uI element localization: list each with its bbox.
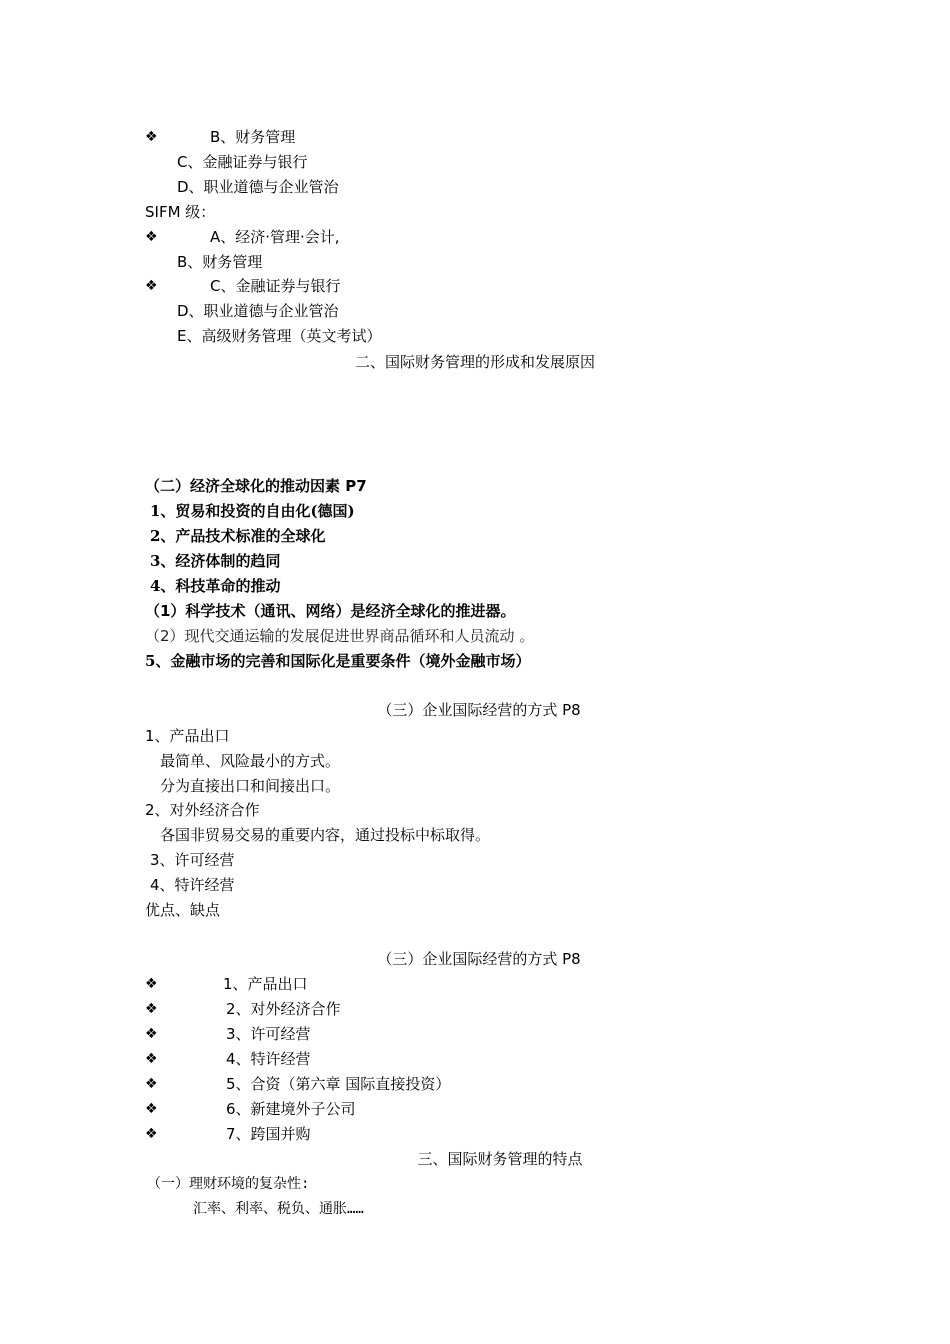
- list-item: B、财务管理: [177, 253, 263, 271]
- bullet-icon: ❖: [145, 1051, 158, 1067]
- list-item: A、经济·管理·会计,: [210, 228, 340, 246]
- list-item: C、金融证券与银行: [210, 277, 341, 295]
- list-item: D、职业道德与企业管治: [177, 302, 339, 320]
- list-item: 各国非贸易交易的重要内容，通过投标中标取得。: [160, 826, 491, 844]
- bullet-icon: ❖: [145, 229, 158, 245]
- bullet-icon: ❖: [145, 1076, 158, 1092]
- list-item: 优点、缺点: [145, 901, 221, 919]
- list-item: 5、合资（第六章 国际直接投资）: [226, 1075, 451, 1093]
- list-item: 最简单、风险最小的方式。: [160, 752, 341, 770]
- list-item: D、职业道德与企业管治: [177, 178, 339, 196]
- list-item: 1、产品出口: [145, 727, 230, 745]
- list-item: 2、对外经济合作: [226, 1000, 341, 1018]
- list-item: 1、贸易和投资的自由化(德国): [150, 502, 355, 520]
- list-item: 2、产品技术标准的全球化: [150, 527, 326, 545]
- section-title: 三、国际财务管理的特点: [417, 1150, 583, 1168]
- detail-text: 汇率、利率、税负、通胀……: [193, 1201, 364, 1217]
- bullet-icon: ❖: [145, 976, 158, 992]
- list-item: （1）科学技术（通讯、网络）是经济全球化的推进器。: [145, 602, 516, 620]
- list-item: 4、特许经营: [226, 1050, 311, 1068]
- bullet-icon: ❖: [145, 129, 158, 145]
- list-item: 5、金融市场的完善和国际化是重要条件（境外金融市场）: [145, 652, 531, 670]
- list-item: 4、特许经营: [150, 876, 235, 894]
- list-item: 4、科技革命的推动: [150, 577, 281, 595]
- list-item: 3、许可经营: [150, 851, 235, 869]
- bullet-icon: ❖: [145, 1126, 158, 1142]
- list-item: 2、对外经济合作: [145, 801, 260, 819]
- bullet-icon: ❖: [145, 1101, 158, 1117]
- list-item: 6、新建境外子公司: [226, 1100, 356, 1118]
- section-heading: （二）经济全球化的推动因素 P7: [145, 477, 367, 495]
- bullet-icon: ❖: [145, 1026, 158, 1042]
- list-item: 1、产品出口: [223, 975, 308, 993]
- section-title: 二、国际财务管理的形成和发展原因: [354, 353, 595, 371]
- list-item: E、高级财务管理（英文考试）: [177, 327, 382, 345]
- list-item: 3、许可经营: [226, 1025, 311, 1043]
- list-item: C、金融证券与银行: [177, 153, 308, 171]
- list-item: 3、经济体制的趋同: [150, 552, 281, 570]
- list-item: 分为直接出口和间接出口。: [160, 777, 341, 795]
- bullet-icon: ❖: [145, 1001, 158, 1017]
- section-heading: （三）企业国际经营的方式 P8: [377, 701, 581, 719]
- list-item: 7、跨国并购: [226, 1125, 311, 1143]
- section-subheading: （一）理财环境的复杂性:: [147, 1176, 310, 1192]
- section-heading: （三）企业国际经营的方式 P8: [377, 950, 581, 968]
- list-item: B、财务管理: [210, 128, 296, 146]
- sifm-heading: SIFM 级：: [145, 203, 216, 221]
- list-item: （2）现代交通运输的发展促进世界商品循环和人员流动 。: [145, 627, 535, 645]
- bullet-icon: ❖: [145, 278, 158, 294]
